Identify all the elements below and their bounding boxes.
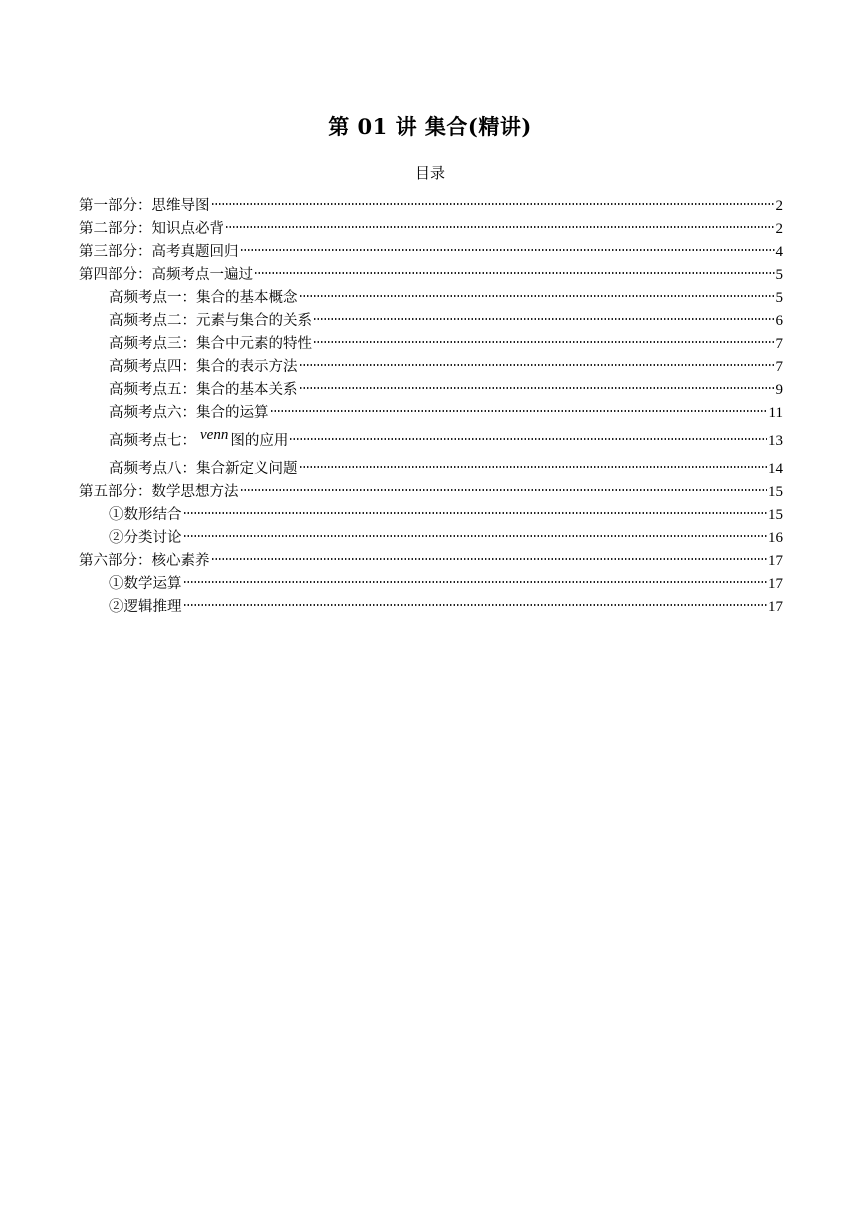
toc-leader-dots bbox=[211, 202, 775, 206]
toc-entry-label: 第一部分：思维导图 bbox=[79, 198, 210, 214]
toc-entry-label: 高频考点三：集合中元素的特性 bbox=[109, 336, 312, 352]
toc-entry-label: ①数形结合 bbox=[109, 507, 182, 523]
toc-entry-topic-1[interactable] bbox=[79, 287, 783, 310]
toc-leader-dots bbox=[299, 294, 775, 298]
toc-entry-label: ②逻辑推理 bbox=[109, 599, 182, 615]
toc-leader-dots bbox=[299, 386, 775, 390]
toc-entry-page: 5 bbox=[775, 290, 783, 306]
toc-entry-page: 7 bbox=[775, 336, 783, 352]
toc-entry-page: 16 bbox=[768, 530, 783, 546]
toc-entry-label: 高频考点四：集合的表示方法 bbox=[109, 359, 298, 375]
toc-entry-label: 高频考点八：集合新定义问题 bbox=[109, 461, 298, 477]
toc-entry-part-3[interactable] bbox=[79, 241, 783, 264]
toc-entry-method-2[interactable] bbox=[79, 527, 783, 550]
toc-entry-part-6[interactable] bbox=[79, 550, 783, 573]
toc-leader-dots bbox=[183, 511, 768, 515]
toc-entry-page: 15 bbox=[768, 507, 783, 523]
toc-entry-page: 2 bbox=[775, 221, 783, 237]
toc-leader-dots bbox=[183, 580, 768, 584]
toc-entry-topic-8[interactable] bbox=[79, 458, 783, 481]
toc-entry-page: 14 bbox=[768, 461, 783, 477]
toc-entry-page: 11 bbox=[768, 405, 783, 421]
toc-entry-page: 5 bbox=[775, 267, 783, 283]
toc-entry-page: 17 bbox=[768, 599, 783, 615]
toc-entry-part-1[interactable] bbox=[79, 195, 783, 218]
toc-leader-dots bbox=[270, 409, 768, 413]
toc-entry-page: 13 bbox=[768, 433, 783, 449]
toc-leader-dots bbox=[183, 534, 768, 538]
toc-entry-label: 第三部分：高考真题回归 bbox=[79, 244, 239, 260]
toc-entry-label: 第六部分：核心素养 bbox=[79, 553, 210, 569]
toc-entry-label-suffix: 图的应用 bbox=[230, 433, 289, 449]
toc-entry-topic-4[interactable] bbox=[79, 356, 783, 379]
toc-entry-topic-3[interactable] bbox=[79, 333, 783, 356]
document-title: 第 01 讲 集合(精讲) bbox=[328, 114, 532, 139]
toc-entry-label: ①数学运算 bbox=[109, 576, 182, 592]
toc-leader-dots bbox=[299, 465, 768, 469]
toc-entry-label-term: venn bbox=[200, 427, 229, 443]
toc-entry-topic-2[interactable] bbox=[79, 310, 783, 333]
toc-entry-page: 6 bbox=[775, 313, 783, 329]
toc-entry-label: 高频考点五：集合的基本关系 bbox=[109, 382, 298, 398]
toc-leader-dots bbox=[240, 488, 768, 492]
toc-entry-label: 第四部分：高频考点一遍过 bbox=[79, 267, 253, 283]
toc-entry-label: ②分类讨论 bbox=[109, 530, 182, 546]
toc-leader-dots bbox=[240, 248, 775, 252]
toc-entry-label: 高频考点二：元素与集合的关系 bbox=[109, 313, 312, 329]
toc-entry-literacy-2[interactable] bbox=[79, 596, 783, 619]
toc-leader-dots bbox=[289, 437, 767, 441]
toc-leader-dots bbox=[299, 363, 775, 367]
toc-entry-topic-7[interactable] bbox=[79, 425, 783, 458]
toc-entry-part-5[interactable] bbox=[79, 481, 783, 504]
toc-entry-label bbox=[109, 425, 288, 458]
toc-entry-topic-5[interactable] bbox=[79, 379, 783, 402]
toc-entry-label: 第五部分：数学思想方法 bbox=[79, 484, 239, 500]
table-of-contents bbox=[79, 195, 783, 619]
toc-entry-label: 第二部分：知识点必背 bbox=[79, 221, 224, 237]
toc-leader-dots bbox=[313, 317, 775, 321]
toc-entry-page: 2 bbox=[775, 198, 783, 214]
toc-entry-page: 15 bbox=[768, 484, 783, 500]
toc-entry-label-prefix: 高频考点七： bbox=[109, 433, 196, 449]
toc-leader-dots bbox=[313, 340, 775, 344]
toc-entry-page: 4 bbox=[775, 244, 783, 260]
toc-entry-page: 9 bbox=[775, 382, 783, 398]
toc-leader-dots bbox=[254, 271, 775, 275]
toc-entry-topic-6[interactable] bbox=[79, 402, 783, 425]
toc-leader-dots bbox=[183, 603, 768, 607]
toc-heading: 目录 bbox=[414, 164, 445, 182]
toc-entry-page: 17 bbox=[768, 553, 783, 569]
toc-entry-label: 高频考点六：集合的运算 bbox=[109, 405, 269, 421]
toc-entry-part-4[interactable] bbox=[79, 264, 783, 287]
toc-entry-literacy-1[interactable] bbox=[79, 573, 783, 596]
toc-leader-dots bbox=[211, 557, 768, 561]
toc-entry-page: 7 bbox=[775, 359, 783, 375]
toc-entry-method-1[interactable] bbox=[79, 504, 783, 527]
toc-entry-part-2[interactable] bbox=[79, 218, 783, 241]
toc-leader-dots bbox=[225, 225, 775, 229]
toc-entry-label: 高频考点一：集合的基本概念 bbox=[109, 290, 298, 306]
toc-entry-page: 17 bbox=[768, 576, 783, 592]
